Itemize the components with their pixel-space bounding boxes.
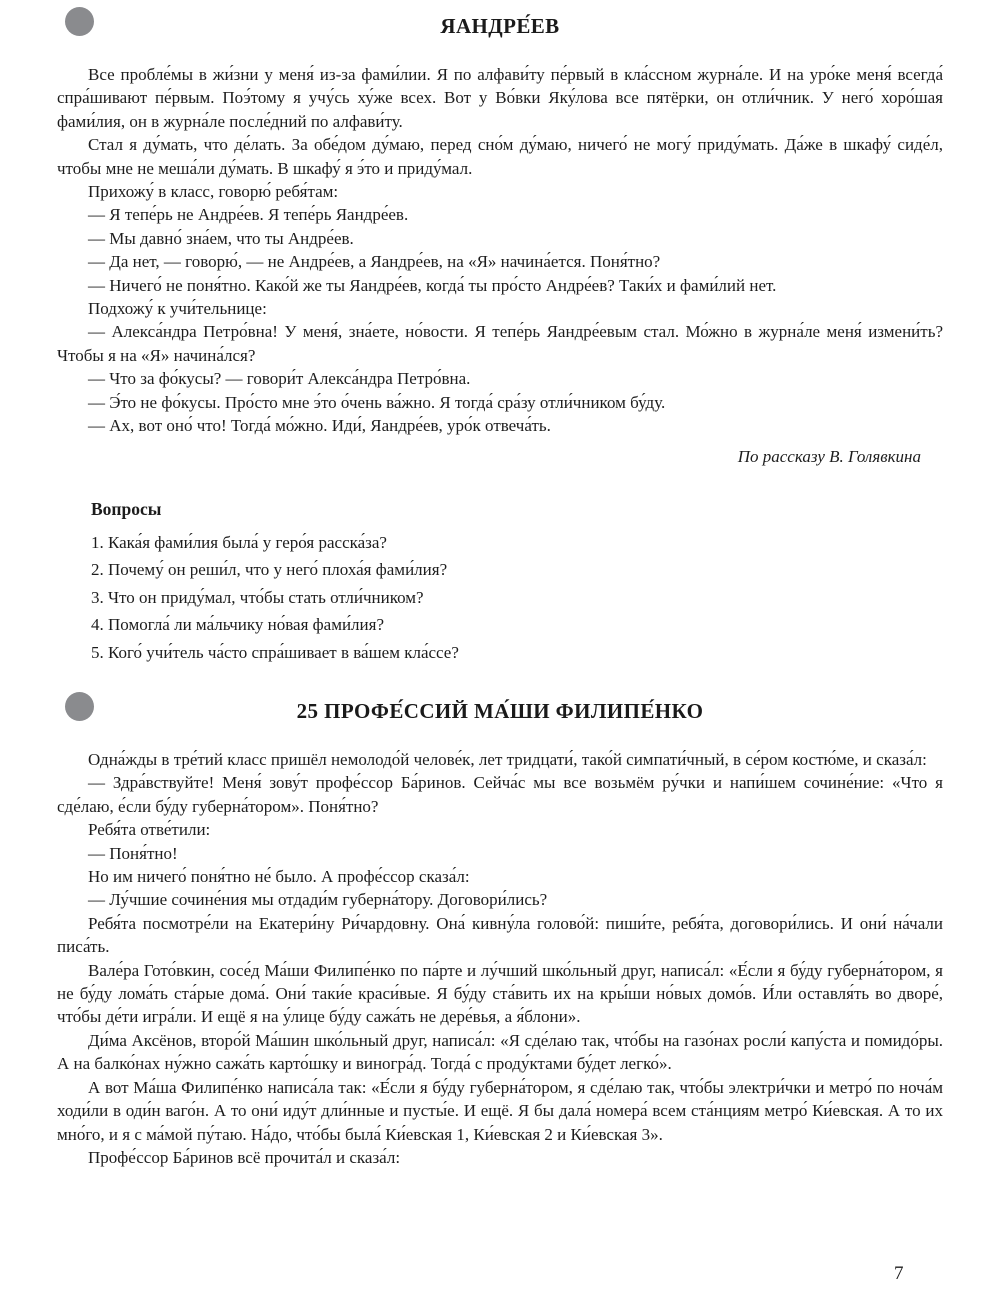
story-section-yandreev (57, 0, 943, 666)
story-header (57, 697, 943, 726)
story-paragraph: — Я тепе́рь не Андре́ев. Я тепе́рь Яандре́ев. (88, 205, 409, 225)
story-paragraph: — Э́то не фо́кусы. Про́сто мне э́то о́чень ва́жно. Я тогда́ сра́зу отли́чником бу́ду. (88, 392, 666, 412)
story-paragraph: Ребя́та посмотре́ли на Екатери́ну Ри́чардовну. Она́ кивну́ла голово́й: пиши́те, ребя́та, договори́лись. И они́ на́чали писа́ть. (57, 913, 943, 957)
story-paragraph: А вот Ма́ша Филипе́нко написа́ла так: «Е́сли я бу́ду губерна́тором, я сде́лаю так, что́бы электри́чки и метро́ по ноча́м ходи́ли в оди́н ваго́н. А то они́ иду́т дли́нные и пусты́е. И ещё. Я бы дала́ номера́ всем ста́нциям метро́ Ки́евская. А то их мно́го, и я с ма́мой пу́таю. На́до, что́бы была́ Ки́евская 1, Ки́евская 2 и Ки́евская 3». (57, 1077, 943, 1144)
story-text (57, 748, 943, 1169)
story-paragraph: Вале́ра Гото́вкин, сосе́д Ма́ши Филипе́нко по па́рте и лу́чший шко́льный друг, написа́л: «Е́сли я бу́ду губерна́тором, я не бу́ду лома́ть ста́рые дома́. Они́ таки́е краси́вые. Я бу́ду ста́вить их на кры́ши но́вых домо́в. И́ли оставля́ть во дворе́, что́бы де́ти игра́ли. И ещё я на у́лице бу́ду сажа́ть не дере́вья, а я́блони». (57, 960, 943, 1027)
questions-list (91, 529, 943, 667)
story-header (57, 0, 943, 41)
story-section-25-professions (57, 697, 943, 1169)
question-item: 4. Помогла́ ли ма́льчику но́вая фами́лия? (91, 615, 385, 634)
story-paragraph: Профе́ссор Ба́ринов всё прочита́л и сказа́л: (88, 1147, 401, 1167)
story-text (57, 63, 943, 438)
story-paragraph: Ди́ма Аксёнов, второ́й Ма́шин шко́льный друг, написа́л: «Я сде́лаю так, что́бы на газо́нах росли́ капу́ста и помидо́ры. А на балко́нах ну́жно сажа́ть карто́шку и виногра́д. Тогда́ с проду́ктами бу́дет легко́». (57, 1030, 943, 1074)
section-bullet-circle-icon (65, 7, 94, 36)
story-paragraph: — Мы давно́ зна́ем, что ты Андре́ев. (88, 228, 354, 248)
story-paragraph: Стал я ду́мать, что де́лать. За обе́дом ду́маю, перед сно́м ду́маю, ничего́ не могу́ приду́мать. Да́же в шкафу́ сиде́л, чтобы мне не меша́ли ду́мать. В шкафу́ я э́то и приду́мал. (57, 135, 943, 178)
page-number: 7 (894, 1263, 904, 1284)
story-title: 25 ПРОФЕ́ССИЙ МА́ШИ ФИЛИПЕ́НКО (296, 699, 704, 723)
page-content (57, 0, 943, 1169)
story-attribution: По рассказу В. Голявкина (737, 446, 921, 466)
story-title: ЯАНДРЕ́ЕВ (440, 14, 560, 38)
story-paragraph: — Ничего́ не поня́тно. Како́й же ты Яандре́ев, когда́ ты про́сто Андре́ев? Таки́х и фами́лий нет. (88, 275, 777, 295)
story-paragraph: Ребя́та отве́тили: (88, 820, 211, 840)
story-paragraph: Одна́жды в тре́тий класс пришёл немолодо́й челове́к, лет тридцати́, тако́й симпати́чный, в се́ром костю́ме, и сказа́л: (88, 750, 927, 769)
story-paragraph: — Поня́тно! (88, 843, 178, 863)
story-paragraph: — Да нет, — говорю́, — не Андре́ев, а Яандре́ев, на «Я» начина́ется. Поня́тно? (88, 252, 661, 272)
question-item: 1. Кака́я фами́лия была́ у геро́я расска́за? (91, 532, 387, 552)
section-bullet-circle-icon (65, 692, 94, 721)
story-paragraph: Прихожу́ в класс, говорю́ ребя́там: (88, 182, 339, 202)
story-paragraph: — Здра́вствуйте! Меня́ зову́т профе́ссор Ба́ринов. Сейча́с мы все возьмём ру́чки и напи́шем сочине́ние: «Что я сде́лаю, е́сли бу́ду губерна́тором». Поня́тно? (57, 773, 943, 816)
story-paragraph: — Лу́чшие сочине́ния мы отдади́м губерна́тору. Договори́лись? (88, 890, 548, 910)
question-item: 3. Что он приду́мал, что́бы стать отли́чником? (91, 587, 424, 607)
story-paragraph: — Ах, вот оно́ что! Тогда́ мо́жно. Иди́, Яандре́ев, уро́к отвеча́ть. (88, 416, 551, 436)
story-paragraph: — Алекса́ндра Петро́вна! У меня́, зна́ете, но́вости. Я тепе́рь Яандре́евым стал. Мо́жно в журна́ле меня́ измени́ть? Чтобы я на «Я» начина́лся? (57, 322, 943, 365)
questions-heading: Вопросы (91, 498, 162, 519)
question-item: 5. Кого́ учи́тель ча́сто спра́шивает в ва́шем кла́ссе? (91, 642, 459, 662)
story-paragraph: — Что за фо́кусы? — говори́т Алекса́ндра Петро́вна. (88, 369, 471, 389)
story-paragraph: Все пробле́мы в жи́зни у меня́ из-за фами́лии. Я по алфави́ту пе́рвый в кла́ссном журна́ле. И на уро́ке меня́ всегда́ спра́шивают пе́рвым. Поэ́тому я учу́сь ху́же всех. Вот у Во́вки Яку́лова все пятёрки, он отли́чник. У него́ хоро́шая фами́лия, он в журна́ле после́дний по алфави́ту. (57, 65, 943, 131)
question-item: 2. Почему́ он реши́л, что у него́ плоха́я фами́лия? (91, 560, 448, 579)
story-paragraph: Подхожу́ к учи́тельнице: (88, 299, 267, 319)
story-paragraph: Но им ничего́ поня́тно не́ было. А профе́ссор сказа́л: (88, 867, 470, 887)
